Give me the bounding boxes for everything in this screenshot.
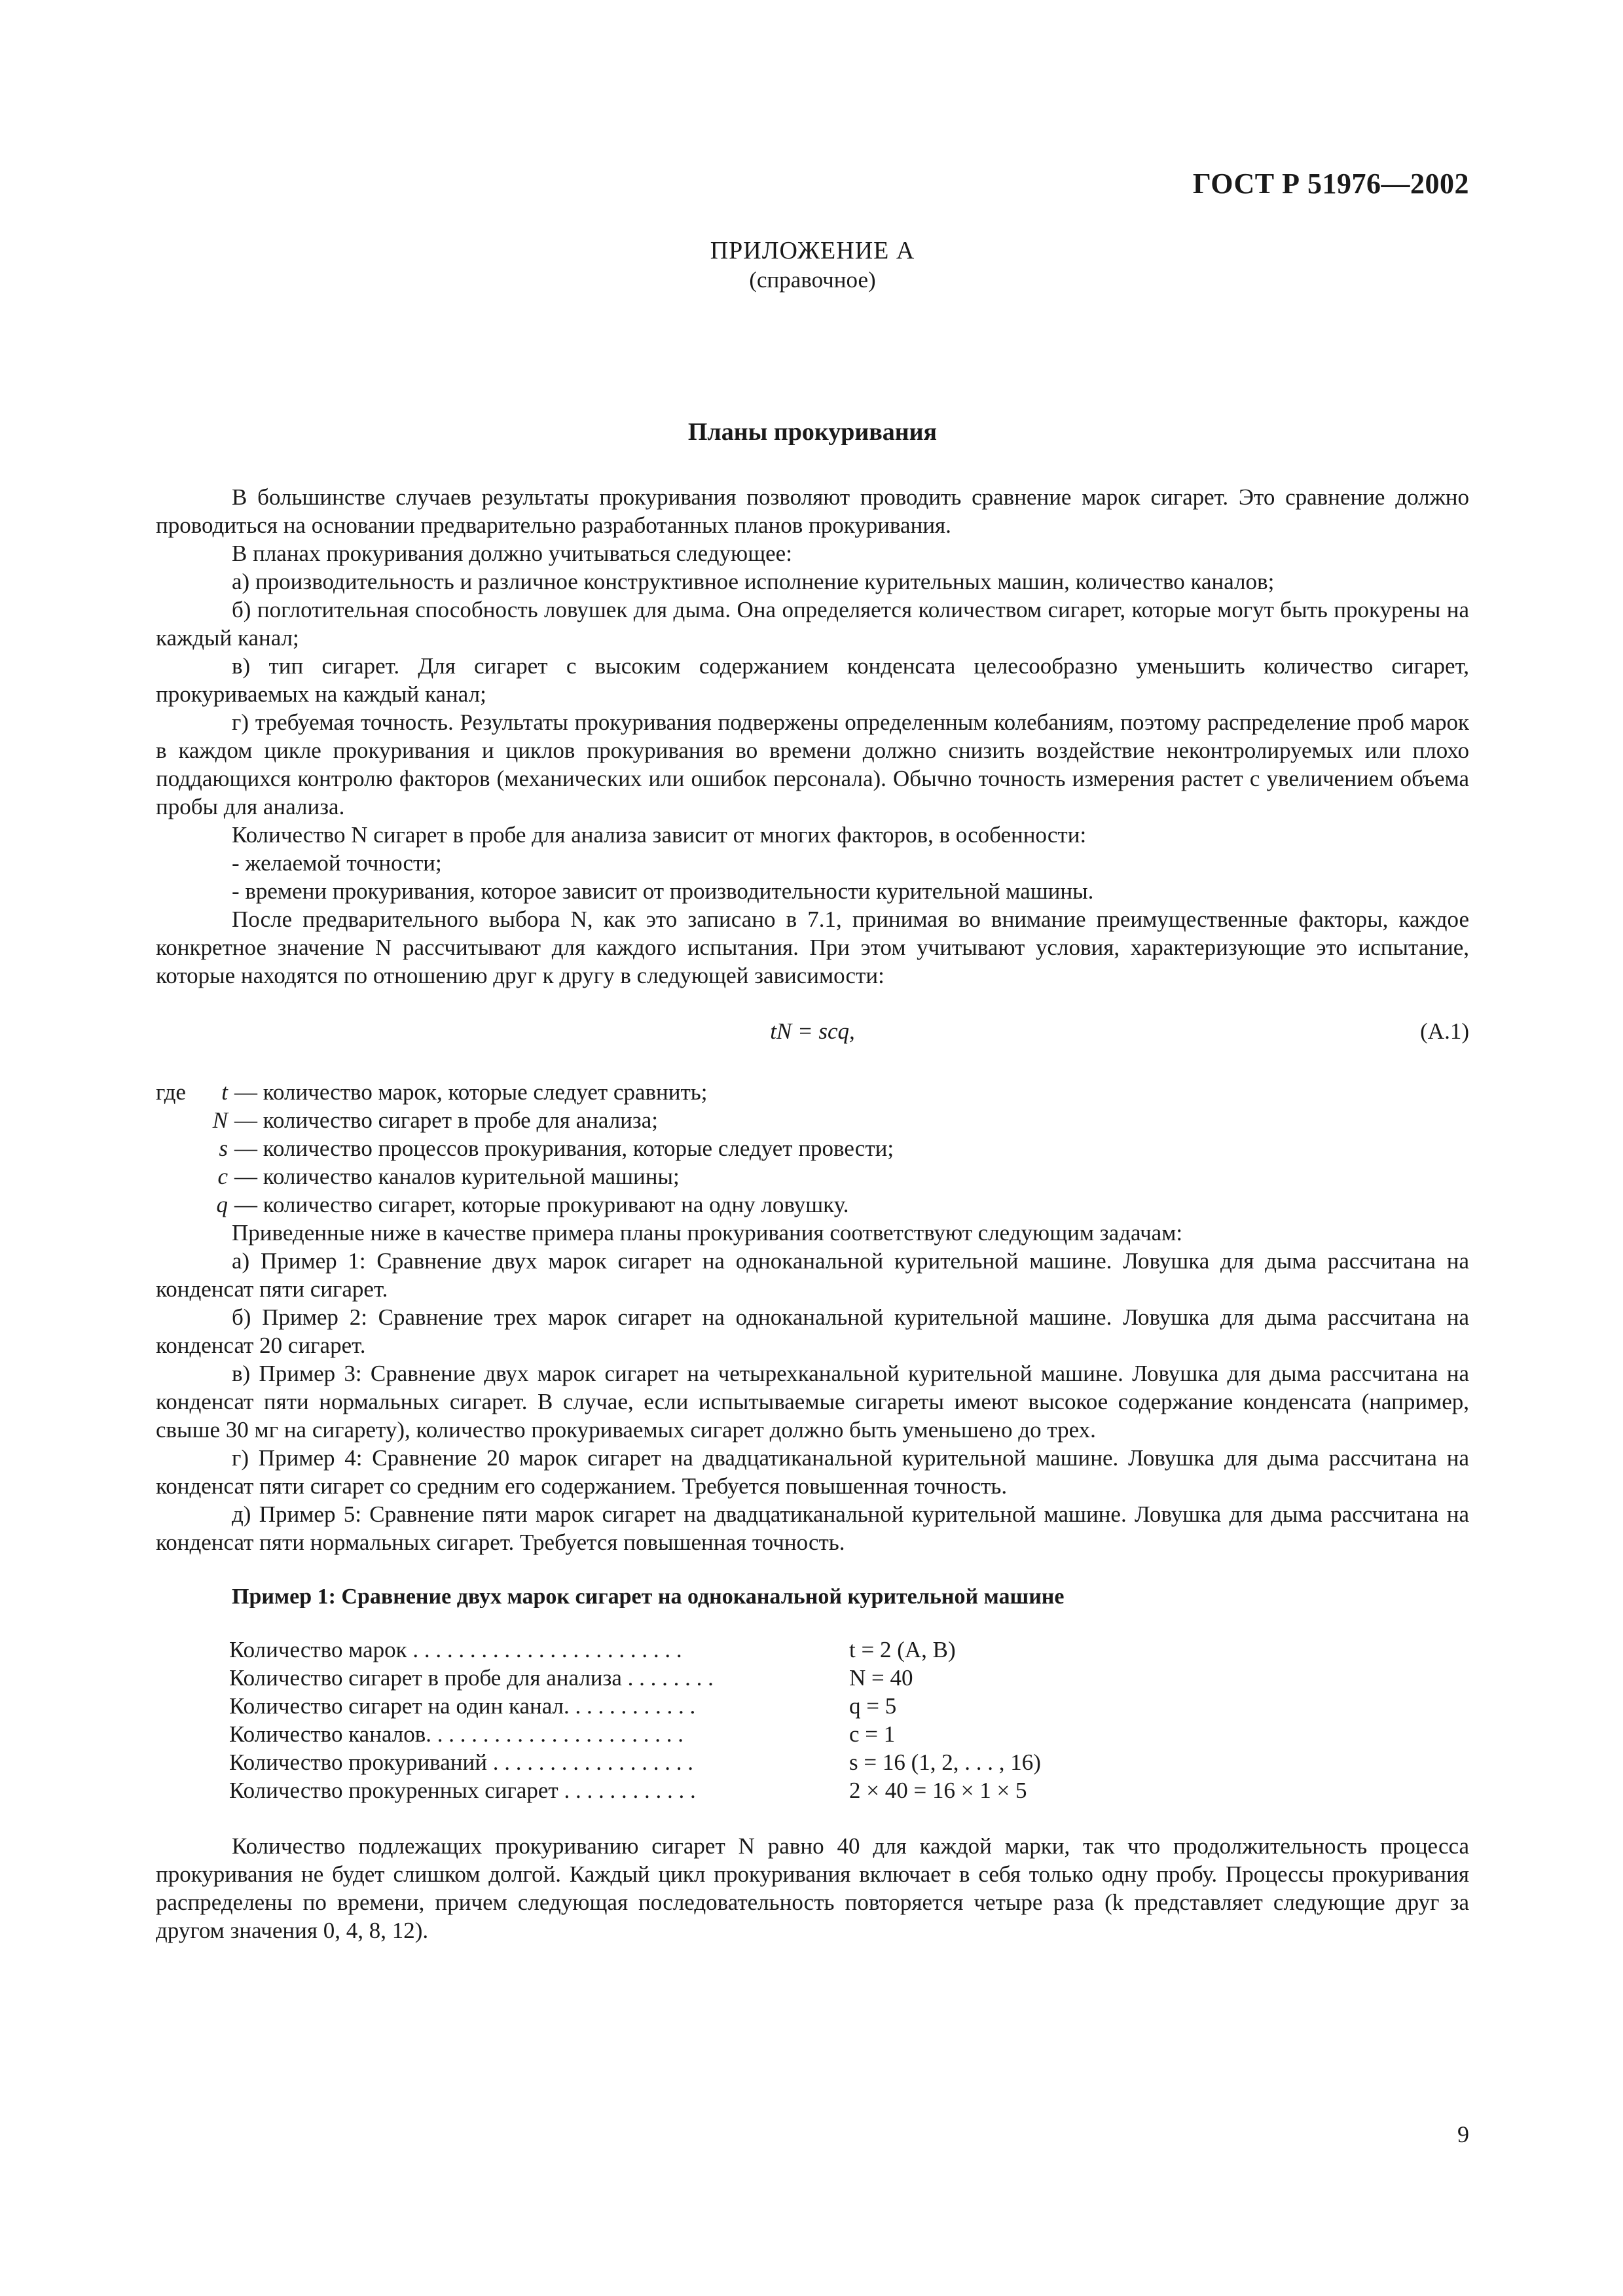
parameter-label: Количество сигарет в пробе для анализа . . . . . . . . [229, 1665, 714, 1691]
example-heading: Пример 1: Сравнение двух марок сигарет на одноканальной курительной машине [232, 1585, 1065, 1609]
parameter-value: q = 5 [849, 1693, 897, 1719]
body-text [156, 483, 1469, 1945]
definition-row [156, 1162, 1469, 1191]
parameter-value: N = 40 [849, 1665, 913, 1691]
definition-text: — количество процессов прокуривания, которые следует провести; [234, 1136, 894, 1161]
definition-text: — количество сигарет в пробе для анализа; [234, 1107, 658, 1133]
paragraph: б) Пример 2: Сравнение трех марок сигарет на одноканальной курительной машине. Ловушка для дыма рассчитана на конденсат 20 сигарет. [156, 1304, 1469, 1358]
definition-text: — количество каналов курительной машины; [234, 1164, 680, 1189]
definition-where-label: где [156, 1079, 186, 1105]
table-row [229, 1776, 1469, 1804]
parameter-label: Количество марок . . . . . . . . . . . . . . . . . . . . . . . . [229, 1637, 682, 1662]
table-row [229, 1748, 1469, 1776]
paragraph: а) Пример 1: Сравнение двух марок сигарет на одноканальной курительной машине. Ловушка для дыма рассчитана на конденсат пяти сигарет. [156, 1248, 1469, 1302]
example-parameters-table [229, 1636, 1469, 1804]
parameter-label: Количество прокуренных сигарет . . . . . . . . . . . . [229, 1778, 696, 1803]
annex-subtitle: (справочное) [749, 267, 876, 293]
parameter-value: c = 1 [849, 1721, 896, 1747]
definition-row [156, 1106, 1469, 1134]
paragraph: д) Пример 5: Сравнение пяти марок сигарет на двадцатиканальной курительной машине. Ловушка для дыма рассчитана на конденсат пяти нормальных сигарет. Требуется повышенная точность. [156, 1501, 1469, 1555]
definition-text: — количество марок, которые следует сравнить; [234, 1079, 708, 1105]
paragraph: а) производительность и различное конструктивное исполнение курительных машин, количество каналов; [232, 569, 1275, 594]
document-page [156, 0, 1469, 2296]
parameter-label: Количество каналов. . . . . . . . . . . . . . . . . . . . . . . [229, 1721, 684, 1747]
parameter-label: Количество прокуриваний . . . . . . . . . . . . . . . . . . [229, 1749, 693, 1775]
definitions-list [156, 1078, 1469, 1219]
paragraph: г) Пример 4: Сравнение 20 марок сигарет на двадцатиканальной курительной машине. Ловушка для дыма рассчитана на конденсат пяти сигарет со средним его содержанием. Требуется повышенная точность. [156, 1445, 1469, 1499]
table-row [229, 1636, 1469, 1664]
definition-symbol: t [221, 1079, 228, 1105]
definition-symbol: q [216, 1192, 228, 1217]
definition-text: — количество сигарет, которые прокуривают на одну ловушку. [234, 1192, 849, 1217]
paragraph: В планах прокуривания должно учитываться следующее: [232, 541, 792, 566]
definition-row [156, 1078, 1469, 1106]
paragraph: В большинстве случаев результаты прокуривания позволяют проводить сравнение марок сигарет. Это сравнение должно проводиться на основании предварительно разработанных планов прокуривания. [156, 484, 1469, 538]
paragraph: После предварительного выбора N, как это записано в 7.1, принимая во внимание преимущественные факторы, каждое конкретное значение N рассчитывают для каждого испытания. При этом учитывают условия, характеризующие это испытание, которые находятся по отношению друг к другу в следующей зависимости: [156, 906, 1469, 988]
paragraph: Количество подлежащих прокуриванию сигарет N равно 40 для каждой марки, так что продолжительность процесса прокуривания не будет слишком долгой. Каждый цикл прокуривания включает в себя только одну пробу. Процессы прокуривания распределены по времени, причем следующая последовательность повторяется четыре раза (k представляет следующие друг за другом значения 0, 4, 8, 12). [156, 1833, 1469, 1943]
page-number: 9 [1457, 2121, 1469, 2147]
formula-row [156, 1017, 1469, 1045]
table-row [229, 1720, 1469, 1748]
definition-row [156, 1134, 1469, 1162]
parameter-label: Количество сигарет на один канал. . . . . . . . . . . . [229, 1693, 696, 1719]
table-row [229, 1664, 1469, 1692]
parameter-value: s = 16 (1, 2, . . . , 16) [849, 1749, 1041, 1775]
section-title: Планы прокуривания [687, 418, 938, 446]
paragraph: г) требуемая точность. Результаты прокуривания подвержены определенным колебаниям, поэтому распределение проб марок в каждом цикле прокуривания и циклов прокуривания во времени должно снизить воздействие неконтролируемых или плохо поддающихся контролю факторов (механических или ошибок персонала). Обычно точность измерения растет с увеличением объема пробы для анализа. [156, 709, 1469, 819]
formula-number: (А.1) [1420, 1018, 1469, 1044]
paragraph: Приведенные ниже в качестве примера планы прокуривания соответствуют следующим задачам: [232, 1220, 1183, 1246]
paragraph: - желаемой точности; [232, 850, 442, 876]
paragraph: б) поглотительная способность ловушек для дыма. Она определяется количеством сигарет, которые могут быть прокурены на каждый канал; [156, 597, 1469, 651]
paragraph: - времени прокуривания, которое зависит от производительности курительной машины. [232, 878, 1094, 904]
standard-code: ГОСТ Р 51976—2002 [1192, 168, 1469, 200]
table-row [229, 1692, 1469, 1720]
paragraph: в) Пример 3: Сравнение двух марок сигарет на четырехканальной курительной машине. Ловушка для дыма рассчитана на конденсат пяти нормальных сигарет. В случае, если испытываемые сигареты имеют высокое содержание конденсата (например, свыше 30 мг на сигарету), количество прокуриваемых сигарет должно быть уменьшено до трех. [156, 1361, 1469, 1443]
annex-title: ПРИЛОЖЕНИЕ А [710, 237, 915, 264]
paragraph: Количество N сигарет в пробе для анализа зависит от многих факторов, в особенности: [232, 822, 1087, 848]
formula: tN = scq, [770, 1018, 855, 1044]
definition-symbol: N [212, 1107, 228, 1133]
definition-symbol: s [219, 1136, 228, 1161]
parameter-value: t = 2 (A, B) [849, 1637, 956, 1662]
paragraph: в) тип сигарет. Для сигарет с высоким содержанием конденсата целесообразно уменьшить количество сигарет, прокуриваемых на каждый канал; [156, 653, 1469, 707]
definition-symbol: c [217, 1164, 228, 1189]
parameter-value: 2 × 40 = 16 × 1 × 5 [849, 1778, 1027, 1803]
definition-row [156, 1191, 1469, 1219]
